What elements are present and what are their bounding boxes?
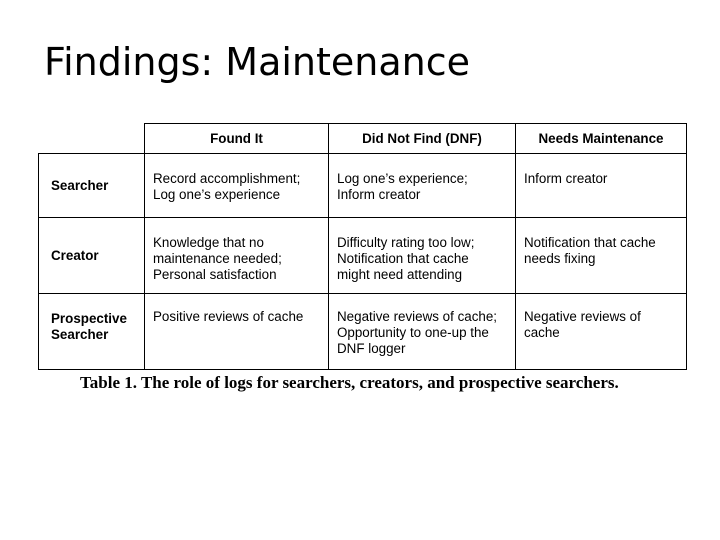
row-header-creator	[39, 218, 145, 294]
table-row-searcher	[39, 154, 687, 218]
cell-searcher-found-it	[145, 154, 329, 218]
row-header-searcher	[39, 154, 145, 218]
table-header-row	[39, 124, 687, 154]
cell-line: Notification that cache	[524, 235, 656, 250]
column-header-needs-maintenance: Needs Maintenance	[516, 124, 687, 154]
cell-line: Knowledge that no	[153, 235, 264, 250]
cell-line: Log one’s experience	[153, 187, 281, 202]
cell-line: Personal satisfaction	[153, 267, 277, 282]
cell-creator-found-it	[145, 218, 329, 294]
cell-searcher-needs-maintenance	[516, 154, 687, 218]
cell-line: Record accomplishment;	[153, 171, 301, 186]
cell-line: Opportunity to one-up the	[337, 325, 489, 340]
cell-line: Negative reviews of cache;	[337, 309, 498, 324]
cell-line: might need attending	[337, 267, 463, 282]
row-header-line: Creator	[51, 247, 99, 263]
slide-title: Findings: Maintenance	[44, 40, 471, 84]
cell-line: Log one’s experience;	[337, 171, 468, 186]
table-row-prospective-searcher	[39, 294, 687, 370]
table-caption: Table 1. The role of logs for searchers, creators, and prospective searchers.	[80, 373, 619, 392]
row-header-line: Searcher	[51, 327, 109, 342]
cell-line: DNF logger	[337, 341, 406, 356]
table-row-creator	[39, 218, 687, 294]
column-header-did-not-find: Did Not Find (DNF)	[329, 124, 516, 154]
cell-line: Negative reviews of	[524, 309, 641, 324]
cell-line: Notification that cache	[337, 251, 469, 266]
column-header-found-it: Found It	[145, 124, 329, 154]
row-header-line: Searcher	[51, 177, 109, 193]
cell-line: cache	[524, 325, 560, 340]
row-header-prospective-searcher	[39, 294, 145, 370]
cell-line: Inform creator	[337, 187, 421, 202]
cell-line: Difficulty rating too low;	[337, 235, 475, 250]
cell-prospective-dnf	[329, 294, 516, 370]
cell-creator-dnf	[329, 218, 516, 294]
cell-searcher-dnf	[329, 154, 516, 218]
cell-line: needs fixing	[524, 251, 596, 266]
cell-line: Inform creator	[524, 171, 608, 186]
cell-line: maintenance needed;	[153, 251, 282, 266]
cell-creator-needs-maintenance	[516, 218, 687, 294]
table-corner-cell	[39, 124, 145, 154]
cell-prospective-needs-maintenance	[516, 294, 687, 370]
row-header-line: Prospective	[51, 311, 127, 326]
role-of-logs-table-figure	[38, 123, 686, 393]
cell-prospective-found-it	[145, 294, 329, 370]
role-of-logs-table	[38, 123, 687, 370]
cell-line: Positive reviews of cache	[153, 309, 304, 324]
